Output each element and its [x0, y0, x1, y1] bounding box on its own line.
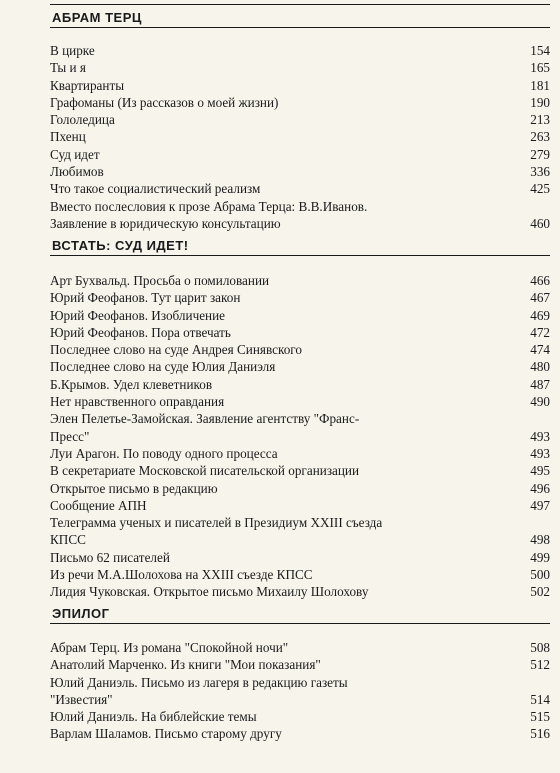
section-header-2	[50, 238, 550, 256]
toc-entry	[50, 674, 550, 709]
section-entries-2	[50, 272, 550, 601]
toc-entry	[50, 324, 550, 341]
entry-title: В секретариате Московской писательской организации	[50, 463, 360, 479]
toc-entry	[50, 480, 550, 497]
page-number: 279	[530, 146, 550, 162]
page-number: 514	[530, 691, 550, 707]
entry-title: Анатолий Марченко. Из книги "Мои показания"	[50, 657, 321, 673]
page-number: 181	[530, 77, 550, 93]
section-header-1	[50, 10, 550, 28]
entry-title: Сообщение АПН	[50, 497, 147, 513]
entry-title: Телеграмма ученых и писателей в Президиум XXIII съезда	[50, 515, 383, 531]
entry-title: Юрий Феофанов. Тут царит закон	[50, 290, 241, 306]
entry-title: Гололедица	[50, 112, 115, 128]
toc-entry	[50, 77, 550, 94]
toc-entry	[50, 725, 550, 742]
toc-entry	[50, 410, 550, 445]
entry-title: Юлий Даниэль. Письмо из лагеря в редакцию газеты	[50, 674, 348, 690]
page-number: 469	[530, 307, 550, 323]
entry-title: Б.Крымов. Удел клеветников	[50, 376, 213, 392]
page-number: 336	[530, 164, 550, 180]
entry-title: Открытое письмо в редакцию	[50, 480, 218, 496]
entry-title: Заявление в юридическую консультацию	[50, 215, 281, 231]
entry-title: Пхенц	[50, 129, 86, 145]
section-rule	[50, 27, 550, 28]
entry-title: Луи Арагон. По поводу одного процесса	[50, 445, 278, 461]
toc-entry	[50, 59, 550, 76]
section-title: ВСТАТЬ: СУД ИДЕТ!	[52, 238, 189, 253]
section-rule	[50, 623, 550, 624]
toc-entry	[50, 341, 550, 358]
section-header-3	[50, 606, 550, 624]
page-number: 516	[530, 726, 550, 742]
toc-entry	[50, 549, 550, 566]
entry-title: Лидия Чуковская. Открытое письмо Михаилу Шолохову	[50, 584, 369, 600]
page-number: 500	[530, 567, 550, 583]
toc-entry	[50, 708, 550, 725]
entry-title: Юрий Феофанов. Изобличение	[50, 307, 226, 323]
entry-title: "Известия"	[50, 691, 113, 707]
toc-entry	[50, 497, 550, 514]
toc-entry	[50, 111, 550, 128]
toc-entry	[50, 215, 550, 232]
toc-entry	[50, 163, 550, 180]
entry-title: Вместо послесловия к прозе Абрама Терца: В.В.Иванов.	[50, 198, 368, 214]
top-rule	[50, 4, 550, 5]
entry-title: Последнее слово на суде Андрея Синявского	[50, 342, 302, 358]
page-number: 467	[530, 290, 550, 306]
section-title: ЭПИЛОГ	[52, 606, 110, 621]
toc-entry	[50, 42, 550, 59]
page-number: 508	[530, 640, 550, 655]
page-number: 495	[530, 463, 550, 479]
entry-title: В цирке	[50, 43, 95, 58]
toc-entry	[50, 639, 550, 656]
entry-title: Из речи М.А.Шолохова на XXIII съезде КПСС	[50, 567, 313, 583]
page-number: 474	[530, 342, 550, 358]
entry-title: Пресс"	[50, 428, 90, 444]
section-rule	[50, 255, 550, 256]
page-number: 472	[530, 324, 550, 340]
entry-title: Последнее слово на суде Юлия Даниэля	[50, 359, 276, 375]
section-title: АБРАМ ТЕРЦ	[52, 10, 142, 25]
toc-entry	[50, 462, 550, 479]
page-number: 425	[530, 181, 550, 197]
toc-entry	[50, 445, 550, 462]
page-number: 499	[530, 549, 550, 565]
toc-entry	[50, 198, 550, 215]
page-number: 493	[530, 445, 550, 461]
toc-entry	[50, 376, 550, 393]
page-number: 493	[530, 428, 550, 444]
page-number: 466	[530, 273, 550, 288]
page-number: 497	[530, 497, 550, 513]
page-number: 460	[530, 215, 550, 231]
page-number: 480	[530, 359, 550, 375]
entry-title: Квартиранты	[50, 77, 125, 93]
toc-entry	[50, 358, 550, 375]
section-entries-3	[50, 639, 550, 743]
toc-entry	[50, 289, 550, 306]
page-number: 190	[530, 94, 550, 110]
toc-entry	[50, 180, 550, 197]
page-number: 490	[530, 394, 550, 410]
toc-entry	[50, 272, 550, 289]
entry-title: Любимов	[50, 164, 104, 180]
page-number: 263	[530, 129, 550, 145]
entry-title: Письмо 62 писателей	[50, 549, 170, 565]
page-number: 165	[530, 60, 550, 76]
page-number: 487	[530, 376, 550, 392]
toc-entry	[50, 583, 550, 600]
page-number: 496	[530, 480, 550, 496]
entry-title: Элен Пелетье-Замойская. Заявление агентству "Франс-	[50, 411, 360, 427]
entry-title: Арт Бухвальд. Просьба о помиловании	[50, 273, 270, 288]
entry-title: Суд идет	[50, 146, 100, 162]
entry-title: Ты и я	[50, 60, 86, 76]
page-number: 154	[530, 43, 550, 58]
page-number: 515	[530, 709, 550, 725]
toc-entry	[50, 128, 550, 145]
page-number: 512	[530, 657, 550, 673]
toc-entry	[50, 566, 550, 583]
entry-title: Нет нравственного оправдания	[50, 394, 225, 410]
entry-title: Варлам Шаламов. Письмо старому другу	[50, 726, 282, 742]
entry-title: Графоманы (Из рассказов о моей жизни)	[50, 94, 279, 110]
page-number: 213	[530, 112, 550, 128]
section-entries-1	[50, 42, 550, 232]
entry-title: Абрам Терц. Из романа "Спокойной ночи"	[50, 640, 289, 655]
toc-entry	[50, 307, 550, 324]
toc-entry	[50, 514, 550, 549]
toc-entry	[50, 656, 550, 673]
toc-entry	[50, 393, 550, 410]
entry-title: КПСС	[50, 532, 86, 548]
page-number: 498	[530, 532, 550, 548]
page-number: 502	[530, 584, 550, 600]
entry-title: Юрий Феофанов. Пора отвечать	[50, 324, 231, 340]
entry-title: Что такое социалистический реализм	[50, 181, 261, 197]
entry-title: Юлий Даниэль. На библейские темы	[50, 709, 257, 725]
toc-entry	[50, 146, 550, 163]
toc-entry	[50, 94, 550, 111]
